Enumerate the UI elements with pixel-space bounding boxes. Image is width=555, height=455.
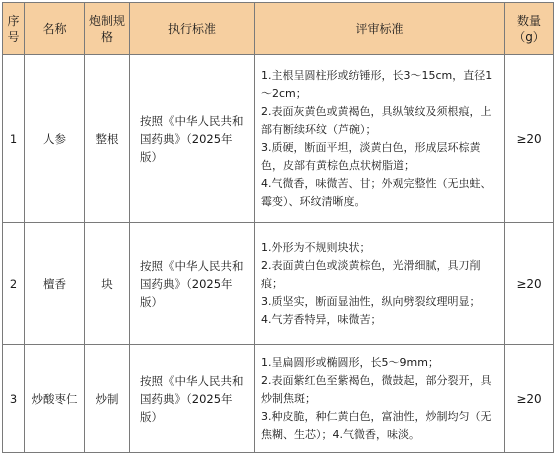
row-seq: 1 [3,55,25,223]
table-row [3,55,554,223]
herb-evaluation-table [2,2,554,453]
criteria-item: 3.质坚实，断面显油性，纵向劈裂纹理明显； [261,294,481,308]
row-process: 炒制 [85,345,130,453]
row-criteria [255,223,505,345]
row-quantity: ≥20 [505,345,554,453]
criteria-item: 4.气芳香特异，味微苦； [261,312,382,326]
criteria-item: 2.表面紫红色至紫褐色，微鼓起，部分裂开，具炒制焦斑； [261,373,492,405]
row-name: 炒酸枣仁 [25,345,85,453]
row-standard: 按照《中华人民共和国药典》（2025年版） [130,223,255,345]
row-criteria [255,345,505,453]
header-process: 炮制规格 [85,3,130,55]
row-standard: 按照《中华人民共和国药典》（2025年版） [130,55,255,223]
row-seq: 2 [3,223,25,345]
criteria-item: 1.主根呈圆柱形或纺锤形，长3～15cm，直径1～2cm； [261,68,493,100]
table-body [3,55,554,453]
row-standard: 按照《中华人民共和国药典》（2025年版） [130,345,255,453]
table-row [3,345,554,453]
table-header [3,3,554,55]
criteria-item: 1.呈扁圆形或椭圆形，长5～9mm； [261,355,439,369]
row-process: 整根 [85,55,130,223]
criteria-item: 2.表面灰黄色或黄褐色，具纵皱纹及须根痕，上部有断续环纹（芦碗）； [261,104,492,136]
criteria-item: 2.表面黄白色或淡黄棕色，光滑细腻，具刀削痕； [261,258,481,290]
row-name: 檀香 [25,223,85,345]
header-standard: 执行标准 [130,3,255,55]
row-process: 块 [85,223,130,345]
header-criteria: 评审标准 [255,3,505,55]
table-row [3,223,554,345]
criteria-item: 4.气微香，味微苦、甘；外观完整性（无虫蛀、霉变）、环纹清晰度。 [261,176,492,208]
row-name: 人参 [25,55,85,223]
header-row [3,3,554,55]
criteria-item: 1.外形为不规则块状； [261,240,371,254]
row-quantity: ≥20 [505,223,554,345]
criteria-item: 3.质硬，断面平坦，淡黄白色，形成层环棕黄色，皮部有黄棕色点状树脂道； [261,140,481,172]
row-criteria [255,55,505,223]
header-seq: 序号 [3,3,25,55]
header-name: 名称 [25,3,85,55]
header-quantity: 数量（g） [505,3,554,55]
row-seq: 3 [3,345,25,453]
row-quantity: ≥20 [505,55,554,223]
criteria-item: 3.种皮脆，种仁黄白色，富油性，炒制均匀（无焦糊、生芯）；4.气微香，味淡。 [261,409,492,441]
